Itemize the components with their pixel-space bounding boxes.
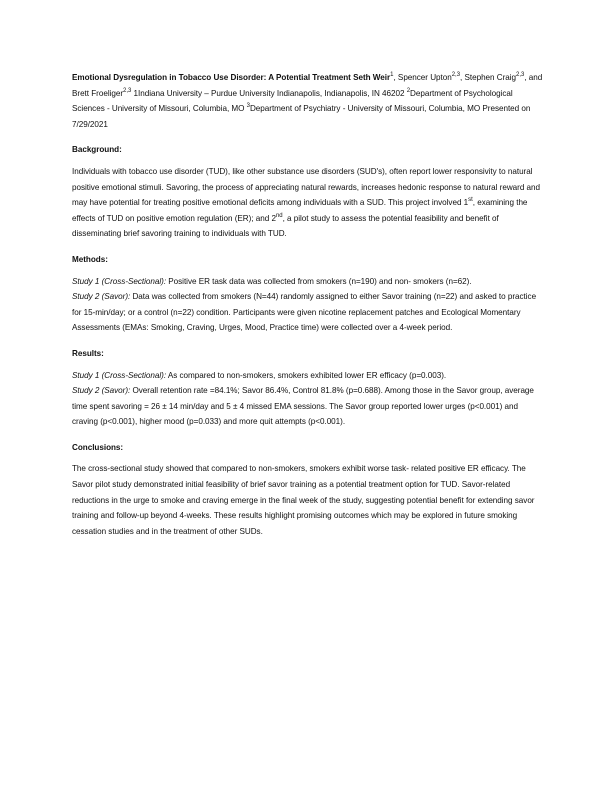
conclusions-paragraph: The cross-sectional study showed that compared to non-smokers, smokers exhibit worse task- related positive ER efficacy. The Savor pilot study demonstrated initial feasibility of brief savor training as a potential treatment option for TUD. Savor-related reductions in the urge to smoke and craving emerge in the final week of the study, suggesting potential benefit for extending savor training and follow-up beyond 4-weeks. These results highlight promising outcomes which may be explored in future smoking cessation studies and in the treatment of other SUDs. (72, 464, 535, 536)
ordinal-suffix: nd (275, 212, 283, 219)
paper-title: Emotional Dysregulation in Tobacco Use Disorder: A Potential Treatment Seth Weir (72, 73, 391, 82)
study1-text: Positive ER task data was collected from smokers (n=190) and non- smokers (n=62). (166, 276, 472, 286)
background-text: , examining the effects of TUD on positive emotion regulation (ER); and 2 (72, 198, 528, 223)
affiliation-text: Department of Psychiatry - University of Missouri, Columbia, MO Presented on 7/29/2021 (72, 104, 531, 129)
ordinal-suffix: st (468, 197, 473, 204)
study2-label: Study 2 (Savor): (72, 386, 131, 396)
affiliation-text: Indiana University – Purdue University Indianapolis, Indianapolis, IN 46202 (138, 88, 407, 98)
study2-label: Study 2 (Savor): (72, 292, 131, 302)
author-names: , Stephen Craig (460, 73, 517, 82)
author-affiliation-marker: 1 (390, 72, 394, 78)
author-names: , and Brett Froeliger (72, 73, 543, 98)
study1-text: As compared to non-smokers, smokers exhibited lower ER efficacy (p=0.003). (166, 370, 447, 380)
affiliation-marker: 3 (246, 103, 250, 110)
affiliation-marker: 1 (131, 88, 139, 98)
background-text: Individuals with tobacco use disorder (TUD), like other substance use disorders (SUD's), often report lower responsivity to natural positive emotional stimuli. Savoring, the process of appreciating natural rewards, increases hedonic response to natural reward and may have potential for treating positive emotional deficits among individuals with a SUD. This project involved 1 (72, 166, 541, 208)
title-block (72, 70, 546, 132)
study2-text: Data was collected from smokers (N=44) randomly assigned to either Savor training (n=22) and asked to practice for 15-min/day; or a control (n=22) condition. Participants were given nicotine replacement patches and Ecological Momentary Assessments (EMAs: Smoking, Craving, Urges, Mood, Practice time) were collected over a 4-week period. (72, 292, 537, 333)
affiliation-marker: 2 (406, 87, 411, 94)
background-text: , a pilot study to assess the potential feasibility and benefit of disseminating brief savoring training to individuals with TUD. (72, 213, 499, 239)
methods-study1 (72, 274, 546, 290)
study2-text: Overall retention rate =84.1%; Savor 86.4%, Control 81.8% (p=0.688). Among those in the Savor group, average time spent savoring = 26 ± 14 min/day and 5 ± 4 missed EMA sessions. The Savor group reported lower urges (p<0.001) and craving (p<0.001), higher mood (p=0.033) and more quit attempts (p<0.001). (72, 386, 534, 427)
study1-label: Study 1 (Cross-Sectional): (72, 276, 167, 286)
document-page (72, 70, 546, 539)
background-heading: Background: (72, 145, 122, 155)
author-affiliation-marker: 2,3 (451, 72, 461, 78)
author-affiliation-marker: 2,3 (516, 72, 525, 78)
conclusions-heading: Conclusions: (72, 442, 124, 452)
results-study2 (72, 383, 546, 430)
author-names: , Spencer Upton (393, 73, 452, 82)
methods-study2 (72, 289, 546, 336)
author-affiliation-marker: 2,3 (123, 87, 132, 94)
results-heading: Results: (72, 348, 104, 358)
affiliation-text: Department of Psychological Sciences - University of Missouri, Columbia, MO (72, 88, 513, 114)
background-paragraph (72, 164, 546, 242)
methods-heading: Methods: (72, 254, 108, 264)
study1-label: Study 1 (Cross-Sectional): (72, 370, 167, 380)
results-study1 (72, 368, 546, 384)
